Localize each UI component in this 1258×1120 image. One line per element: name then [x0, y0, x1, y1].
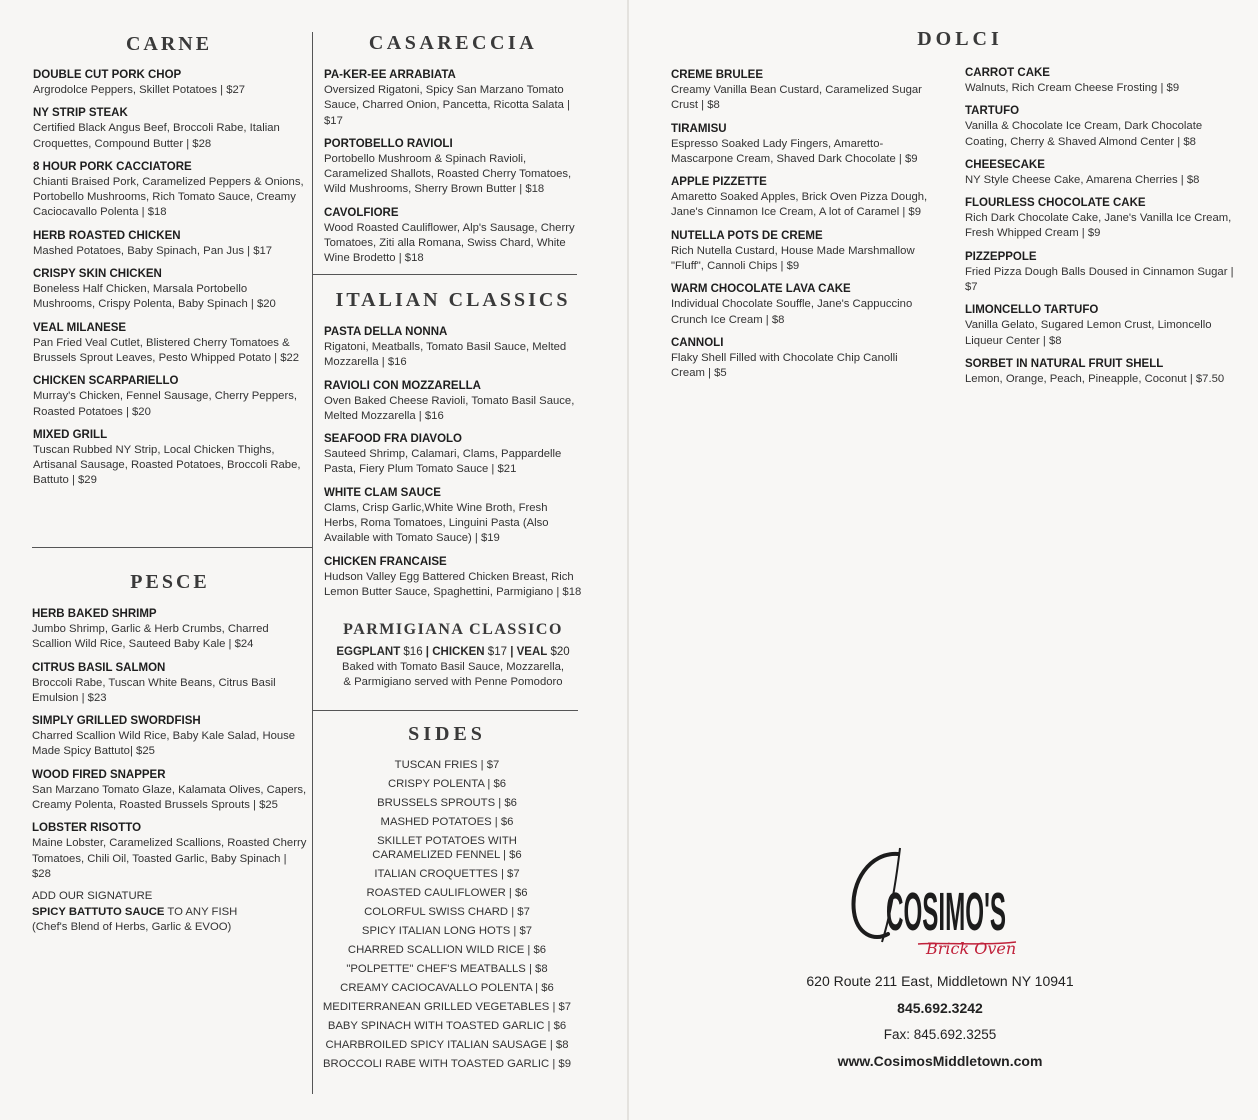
menu-item-name: SEAFOOD FRA DIAVOLO — [324, 433, 462, 446]
menu-item-desc: Oven Baked Cheese Ravioli, Tomato Basil Sauce, Melted Mozzarella | $16 — [324, 394, 575, 422]
parmigiana-heading: PARMIGIANA CLASSICO — [343, 621, 563, 638]
logo-script: Brick Oven — [926, 939, 1017, 958]
side-item: BROCCOLI RABE WITH TOASTED GARLIC | $9 — [323, 1058, 571, 1070]
menu-item — [671, 175, 933, 221]
menu-item-desc: Argrodolce Peppers, Skillet Potatoes | $27 — [33, 84, 246, 96]
pesce-note-sauce: SPICY BATTUTO SAUCE — [32, 905, 165, 918]
menu-item-name: CHICKEN SCARPARIELLO — [33, 375, 179, 388]
menu-item — [32, 821, 308, 882]
side-item: MASHED POTATOES | $6 — [380, 816, 514, 828]
menu-item — [965, 104, 1237, 150]
menu-item-name: SIMPLY GRILLED SWORDFISH — [32, 715, 201, 728]
side-item: ITALIAN CROQUETTES | $7 — [374, 868, 520, 880]
menu-item — [324, 432, 582, 478]
parmigiana-sep-1: | — [425, 646, 430, 658]
casareccia-heading: CASARECCIA — [368, 32, 538, 54]
menu-item-desc: Walnuts, Rich Cream Cheese Frosting | $9 — [965, 82, 1180, 94]
pesce-section — [32, 571, 308, 935]
menu-item-desc: Jumbo Shrimp, Garlic & Herb Crumbs, Charred Scallion Wild Rice, Sauteed Baby Kale | $24 — [32, 623, 269, 651]
menu-item — [33, 160, 305, 221]
side-item: SPICY ITALIAN LONG HOTS | $7 — [361, 925, 533, 937]
menu-item-name: HERB BAKED SHRIMP — [32, 608, 157, 620]
carne-items — [33, 68, 305, 489]
side-item: MEDITERRANEAN GRILLED VEGETABLES | $7 — [322, 1001, 572, 1013]
menu-item-name: LOBSTER RISOTTO — [32, 822, 142, 835]
parmigiana-sides-divider — [313, 710, 578, 711]
side-item: CHARBROILED SPICY ITALIAN SAUSAGE | $8 — [325, 1039, 569, 1051]
side-item: BRUSSELS SPROUTS | $6 — [377, 797, 517, 809]
menu-item — [33, 321, 305, 367]
menu-item-name: TARTUFO — [965, 105, 1020, 118]
menu-item-desc: NY Style Cheese Cake, Amarena Cherries | $8 — [965, 173, 1200, 186]
parmigiana-desc-2: & Parmigiano served with Penne Pomodoro — [343, 676, 563, 689]
menu-item-name: LIMONCELLO TARTUFO — [965, 304, 1099, 317]
menu-item — [33, 68, 305, 98]
menu-item-desc: Charred Scallion Wild Rice, Baby Kale Salad, House Made Spicy Battuto| $25 — [32, 730, 296, 758]
menu-item-name: WARM CHOCOLATE LAVA CAKE — [671, 283, 851, 296]
menu-item-desc: Fried Pizza Dough Balls Doused in Cinnamon Sugar | $7 — [965, 265, 1234, 294]
pesce-note — [32, 889, 308, 935]
menu-item-name: 8 HOUR PORK CACCIATORE — [33, 160, 192, 173]
menu-item — [671, 68, 933, 114]
casareccia-section — [324, 32, 582, 275]
side-item: SKILLET POTATOES WITH CARAMELIZED FENNEL | $6 — [372, 835, 522, 861]
carne-heading: CARNE — [125, 33, 213, 55]
menu-item-name: DOUBLE CUT PORK CHOP — [33, 69, 182, 81]
sides-items — [314, 758, 580, 1071]
menu-item-name: CREME BRULEE — [671, 69, 764, 81]
parmigiana-prices — [318, 645, 588, 660]
pesce-items — [32, 607, 308, 882]
menu-item-desc: Rich Dark Chocolate Cake, Jane's Vanilla Ice Cream, Fresh Whipped Cream | $9 — [965, 212, 1232, 240]
dolci-right-items — [965, 66, 1237, 387]
menu-item — [33, 428, 305, 489]
menu-item-name: RAVIOLI CON MOZZARELLA — [324, 379, 481, 392]
menu-item-desc: Broccoli Rabe, Tuscan White Beans, Citrus Basil Emulsion | $23 — [32, 676, 276, 704]
menu-item-desc: Hudson Valley Egg Battered Chicken Breast, Rich Lemon Butter Sauce, Spaghettini, Parmigiano | $18 — [324, 570, 582, 598]
menu-item-name: FLOURLESS CHOCOLATE CAKE — [965, 197, 1146, 210]
menu-item — [965, 303, 1237, 349]
sides-heading: SIDES — [408, 723, 486, 745]
menu-item — [671, 282, 933, 328]
menu-item-desc: Portobello Mushroom & Spinach Ravioli, Caramelized Shallots, Roasted Cherry Tomatoes, Wild Mushrooms, Sherry Brown Butter | $18 — [324, 152, 572, 196]
menu-item-name: PASTA DELLA NONNA — [324, 326, 448, 338]
menu-item — [324, 68, 582, 129]
menu-item-name: CRISPY SKIN CHICKEN — [33, 268, 162, 281]
menu-item-desc: Individual Chocolate Souffle, Jane's Cappuccino Crunch Ice Cream | $8 — [671, 298, 913, 326]
menu-item-desc: Vanilla Gelato, Sugared Lemon Crust, Limoncello Liqueur Center | $8 — [965, 319, 1212, 347]
menu-item — [33, 106, 305, 152]
dolci-heading: DOLCI — [917, 28, 1003, 50]
menu-item-desc: Maine Lobster, Caramelized Scallions, Roasted Cherry Tomatoes, Chili Oil, Toasted Garlic, Baby Spinach | $28 — [32, 837, 307, 880]
menu-item-desc: Espresso Soaked Lady Fingers, Amaretto-Mascarpone Cream, Shaved Dark Chocolate | $9 — [671, 137, 918, 165]
pesce-note-line1: ADD OUR SIGNATURE — [32, 890, 153, 903]
side-item: ROASTED CAULIFLOWER | $6 — [366, 887, 528, 899]
column-divider-vertical — [312, 32, 313, 1094]
sides-section — [314, 723, 580, 1076]
menu-item-desc: Lemon, Orange, Peach, Pineapple, Coconut | $7.50 — [965, 372, 1225, 385]
page-fold — [627, 0, 629, 1120]
parmigiana-chicken-price: $17 — [484, 646, 511, 658]
menu-item-name: WOOD FIRED SNAPPER — [32, 768, 166, 781]
dolci-left-items — [671, 68, 933, 382]
menu-item — [965, 250, 1237, 296]
parmigiana-chicken: CHICKEN — [432, 646, 485, 658]
menu-item — [324, 325, 582, 371]
menu-item-name: PA-KER-EE ARRABIATA — [324, 69, 456, 81]
side-item: CREAMY CACIOCAVALLO POLENTA | $6 — [340, 982, 554, 994]
logo-name: COSIMO'S — [886, 882, 1006, 942]
parmigiana-veal: VEAL — [516, 646, 548, 658]
menu-item — [671, 229, 933, 275]
menu-item-desc: Chianti Braised Pork, Caramelized Peppers & Onions, Portobello Mushrooms, Rich Tomato Sauce, Creamy Caciocavallo Polenta | $18 — [33, 175, 304, 219]
menu-item-name: SORBET IN NATURAL FRUIT SHELL — [965, 357, 1164, 370]
cosimos-logo — [840, 842, 1040, 967]
dolci-right-column — [965, 66, 1237, 395]
parmigiana-section — [318, 621, 588, 691]
menu-item-desc: Rigatoni, Meatballs, Tomato Basil Sauce, Melted Mozzarella | $16 — [324, 341, 567, 369]
casareccia-items — [324, 68, 582, 267]
italian-classics-section — [324, 289, 582, 608]
menu-item — [965, 196, 1237, 242]
menu-item-desc: Sauteed Shrimp, Calamari, Clams, Pappardelle Pasta, Fiery Plum Tomato Sauce | $21 — [324, 448, 562, 476]
parmigiana-desc-1: Baked with Tomato Basil Sauce, Mozzarella, — [341, 661, 565, 673]
menu-item — [965, 66, 1237, 96]
menu-item-desc: Certified Black Angus Beef, Broccoli Rabe, Italian Croquettes, Compound Butter | $28 — [33, 122, 280, 150]
pesce-heading: PESCE — [130, 571, 210, 593]
menu-item — [671, 122, 933, 168]
pesce-note-line3: (Chef's Blend of Herbs, Garlic & EVOO) — [32, 920, 232, 933]
menu-item — [32, 607, 308, 653]
pesce-note-line2 — [32, 905, 308, 920]
menu-item — [324, 206, 582, 267]
menu-item-desc: Mashed Potatoes, Baby Spinach, Pan Jus | $17 — [33, 244, 273, 257]
menu-item — [33, 267, 305, 313]
pesce-note-rest: TO ANY FISH — [164, 905, 238, 918]
menu-item — [965, 158, 1237, 188]
menu-item-desc: Rich Nutella Custard, House Made Marshmallow "Fluff", Cannoli Chips | $9 — [671, 244, 915, 273]
menu-item-name: NUTELLA POTS DE CREME — [671, 229, 823, 242]
menu-item — [33, 229, 305, 259]
phone-number: 845.692.3242 — [897, 1000, 983, 1016]
menu-item-desc: Pan Fried Veal Cutlet, Blistered Cherry Tomatoes & Brussels Sprout Leaves, Pesto Whipped Potato | $22 — [33, 336, 300, 364]
menu-item-name: CAVOLFIORE — [324, 206, 399, 219]
menu-item-desc: Murray's Chicken, Fennel Sausage, Cherry Peppers, Roasted Potatoes | $20 — [33, 390, 297, 418]
menu-item-desc: Flaky Shell Filled with Chocolate Chip Canolli Cream | $5 — [671, 351, 898, 380]
parmigiana-eggplant: EGGPLANT — [336, 646, 401, 658]
menu-item — [324, 137, 582, 198]
menu-item-name: TIRAMISU — [671, 122, 727, 135]
menu-item-desc: Creamy Vanilla Bean Custard, Caramelized Sugar Crust | $8 — [671, 84, 922, 112]
menu-item-name: NY STRIP STEAK — [33, 107, 128, 120]
menu-item — [324, 379, 582, 425]
menu-item-name: PIZZEPPOLE — [965, 250, 1037, 263]
carne-section — [33, 33, 305, 497]
menu-item — [32, 714, 308, 760]
side-item: COLORFUL SWISS CHARD | $7 — [364, 906, 530, 918]
menu-item — [965, 357, 1237, 387]
cosimos-logo-mark — [840, 842, 1040, 967]
menu-item — [32, 768, 308, 814]
menu-item-name: HERB ROASTED CHICKEN — [33, 229, 181, 242]
parmigiana-veal-price: $20 — [547, 646, 570, 658]
parmigiana-sep-2: | — [510, 646, 514, 658]
menu-item-desc: San Marzano Tomato Glaze, Kalamata Olives, Capers, Creamy Polenta, Roasted Brussels Sprouts | $25 — [32, 783, 307, 812]
menu-item-name: WHITE CLAM SAUCE — [324, 486, 441, 499]
menu-item — [32, 661, 308, 707]
italian-classics-heading: ITALIAN CLASSICS — [335, 289, 571, 311]
dolci-left-column — [671, 68, 933, 390]
menu-item-name: APPLE PIZZETTE — [671, 176, 767, 189]
menu-item-desc: Tuscan Rubbed NY Strip, Local Chicken Thighs, Artisanal Sausage, Roasted Potatoes, Broccoli Rabe, Battuto | $29 — [33, 443, 301, 487]
side-item: TUSCAN FRIES | $7 — [394, 759, 500, 771]
menu-item-name: CITRUS BASIL SALMON — [32, 661, 166, 674]
menu-item-desc: Clams, Crisp Garlic,White Wine Broth, Fresh Herbs, Roma Tomatoes, Linguini Pasta (Also Available with Tomato Sauce) | $19 — [324, 501, 549, 545]
address: 620 Route 211 East, Middletown NY 10941 — [806, 973, 1074, 989]
menu-item-desc: Wood Roasted Cauliflower, Alp's Sausage, Cherry Tomatoes, Ziti alla Romana, Swiss Chard, White Wine Brodetto | $18 — [324, 221, 575, 265]
menu-item-desc: Oversized Rigatoni, Spicy San Marzano Tomato Sauce, Charred Onion, Pancetta, Ricotta Salata | $17 — [324, 84, 570, 127]
menu-item-name: PORTOBELLO RAVIOLI — [324, 137, 453, 150]
website-link[interactable]: www.CosimosMiddletown.com — [837, 1053, 1043, 1069]
menu-item-desc: Amaretto Soaked Apples, Brick Oven Pizza Dough, Jane's Cinnamon Ice Cream, A lot of Caramel | $9 — [671, 191, 928, 219]
menu-item-name: CHICKEN FRANCAISE — [324, 555, 447, 568]
menu-item-name: CARROT CAKE — [965, 67, 1050, 79]
menu-item — [671, 336, 933, 382]
menu-item-desc: Boneless Half Chicken, Marsala Portobello Mushrooms, Crispy Polenta, Baby Spinach | $20 — [33, 283, 276, 311]
menu-item-name: CANNOLI — [671, 336, 724, 349]
parmigiana-eggplant-price: $16 — [400, 646, 426, 658]
menu-item-name: VEAL MILANESE — [33, 321, 127, 334]
side-item: BABY SPINACH WITH TOASTED GARLIC | $6 — [327, 1020, 567, 1032]
carne-pesce-divider — [32, 547, 312, 548]
fax-number: Fax: 845.692.3255 — [883, 1027, 997, 1042]
menu-item-desc: Vanilla & Chocolate Ice Cream, Dark Chocolate Coating, Cherry & Shaved Almond Center | $8 — [965, 120, 1203, 148]
menu-item — [33, 374, 305, 420]
side-item: CHARRED SCALLION WILD RICE | $6 — [347, 944, 547, 956]
italian-classics-items — [324, 325, 582, 600]
side-item: "POLPETTE" CHEF'S MEATBALLS | $8 — [346, 963, 548, 975]
menu-item-name: CHEESECAKE — [965, 158, 1045, 171]
menu-item-name: MIXED GRILL — [33, 428, 108, 441]
menu-item — [324, 555, 582, 601]
side-item: CRISPY POLENTA | $6 — [387, 778, 507, 790]
menu-item — [324, 486, 582, 547]
